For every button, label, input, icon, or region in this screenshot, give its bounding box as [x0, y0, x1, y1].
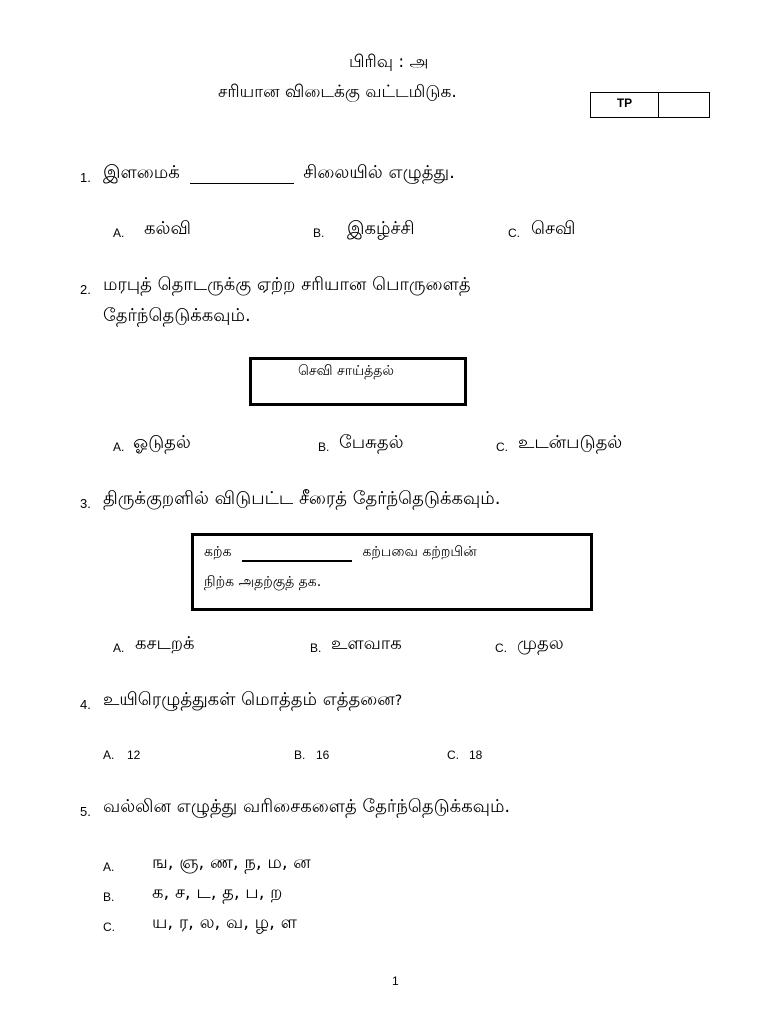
tp-score-field	[659, 93, 709, 117]
question-2-option-b[interactable]: பேசுதல்	[339, 432, 404, 453]
question-3-kural-line1	[204, 544, 477, 562]
question-3-option-c-letter: C.	[495, 641, 507, 655]
question-2-text-line2: தேர்ந்தெடுக்கவும்.	[103, 305, 251, 326]
question-1-option-b-letter: B.	[313, 226, 325, 240]
section-heading: பிரிவு : அ	[349, 52, 429, 72]
question-5-option-c[interactable]: ய, ர, ல, வ, ழ, ள	[152, 912, 297, 933]
question-3-option-a-letter: A.	[113, 641, 125, 655]
question-1-text-after: சிலையில் எழுத்து.	[303, 162, 455, 183]
tp-score-box	[590, 92, 710, 118]
question-2-option-c-letter: C.	[496, 440, 508, 454]
question-4-option-a[interactable]: 12	[127, 748, 141, 762]
question-1-option-c-letter: C.	[508, 226, 520, 240]
question-1-text-before: இளமைக்	[103, 162, 180, 183]
question-1-option-a-letter: A.	[113, 226, 125, 240]
question-2-text-line1: மரபுத் தொடருக்கு ஏற்ற சரியான பொருளைத்	[103, 274, 471, 295]
instruction-heading: சரியான விடைக்கு வட்டமிடுக.	[218, 82, 457, 102]
question-3-kural-box	[191, 533, 593, 611]
question-5-number: 5.	[80, 804, 91, 819]
question-1-number: 1.	[80, 170, 91, 185]
question-4-text	[103, 689, 402, 712]
question-1-option-b[interactable]: இகழ்ச்சி	[347, 218, 415, 239]
question-3-option-b[interactable]: உளவாக	[331, 633, 402, 654]
question-5-text: வல்லின எழுத்து வரிசைகளைத் தேர்ந்தெடுக்கவும்.	[103, 796, 511, 817]
question-2-number: 2.	[80, 282, 91, 297]
question-1-option-c[interactable]: செவி	[531, 218, 576, 239]
question-3-option-c[interactable]: முதல	[517, 633, 564, 654]
question-3-kural-before: கற்க	[204, 544, 232, 560]
question-4-option-c[interactable]: 18	[469, 748, 483, 762]
question-4-number: 4.	[80, 697, 91, 712]
question-5-option-a-letter: A.	[103, 860, 115, 874]
question-5-option-b[interactable]: க, ச, ட, த, ப, ற	[152, 882, 283, 903]
question-1-blank	[190, 162, 294, 184]
question-5-option-b-letter: B.	[103, 890, 115, 904]
question-4-question-mark: ?	[394, 693, 403, 709]
question-4-text-main: உயிரெழுத்துகள் மொத்தம் எத்தனை	[103, 689, 395, 710]
question-3-option-a[interactable]: கசடறக்	[135, 633, 195, 654]
question-2-idiom-box	[249, 357, 467, 406]
question-3-blank	[242, 544, 352, 562]
question-4-option-c-letter: C.	[447, 748, 459, 762]
question-3-option-b-letter: B.	[310, 641, 322, 655]
question-4-option-b[interactable]: 16	[316, 748, 330, 762]
question-2-option-c[interactable]: உடன்படுதல்	[518, 432, 623, 453]
page-number: 1	[392, 974, 399, 988]
question-2-option-a[interactable]: ஓடுதல்	[133, 432, 191, 453]
question-3-text: திருக்குறளில் விடுபட்ட சீரைத் தேர்ந்தெடுக்கவும்.	[103, 488, 501, 509]
question-1-option-a[interactable]: கல்வி	[144, 218, 191, 239]
question-2-option-a-letter: A.	[113, 440, 125, 454]
question-3-kural-after: கற்பவை கற்றபின்	[362, 544, 477, 560]
question-3-number: 3.	[80, 496, 91, 511]
question-4-option-a-letter: A.	[103, 748, 115, 762]
question-2-idiom: செவி சாய்த்தல்	[298, 363, 394, 379]
question-4-option-b-letter: B.	[294, 748, 306, 762]
question-1-text	[103, 162, 455, 185]
question-2-option-b-letter: B.	[318, 440, 330, 454]
question-5-option-c-letter: C.	[103, 920, 115, 934]
tp-label: TP	[591, 93, 659, 117]
question-5-option-a[interactable]: ங, ஞ, ண, ந, ம, ன	[152, 852, 311, 873]
question-3-kural-line2: நிற்க அதற்குத் தக.	[204, 574, 322, 590]
